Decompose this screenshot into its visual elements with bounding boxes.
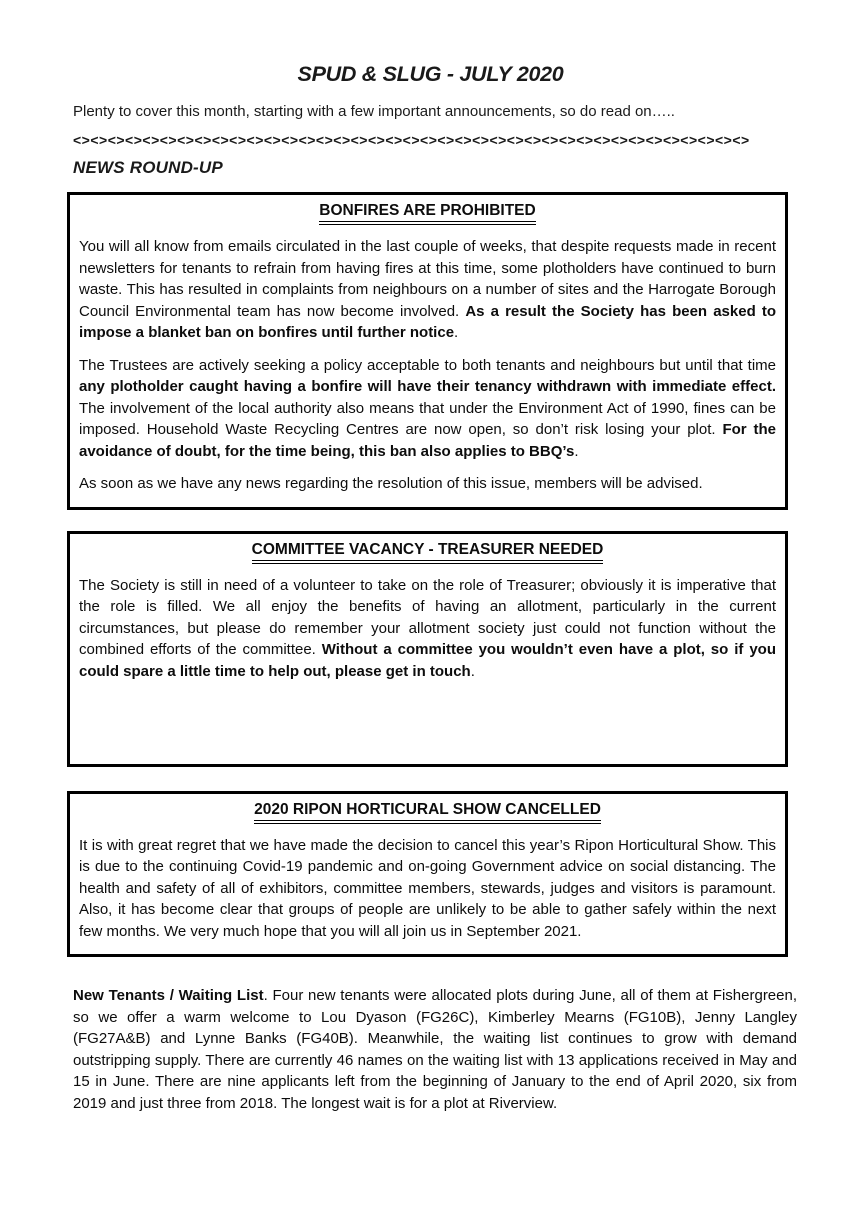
paragraph bbox=[79, 835, 776, 943]
paragraph bbox=[79, 473, 776, 495]
text-run: . Four new tenants were allocated plots during June, all of them at Fishergreen, so we offer a warm welcome to Lou Dyason (FG26C), Kimberley Mearns (FG10B), Jenny Langley (FG27A&B) and Lynne Banks (FG40B). Meanwhile, the waiting list continues to grow with demand outstripping supply. There are currently 46 names on the waiting list with 13 applications received in May and 15 in June. There are nine applicants left from the beginning of January to the end of April 2020, six from 2019 and just three from 2018. The longest wait is for a plot at Riverview. bbox=[73, 987, 798, 1112]
bold-text-run: For the avoidance of doubt, for the time being, this ban also applies to BBQ’s bbox=[79, 421, 776, 460]
article-box-show-cancelled bbox=[67, 791, 788, 958]
text-run: . bbox=[574, 442, 579, 460]
bold-text-run: Without a committee you wouldn’t even have a plot, so if you could spare a little time to help out, please get in touch bbox=[79, 641, 776, 680]
bold-text-run: New Tenants / Waiting List bbox=[73, 987, 264, 1004]
article-box-treasurer-vacancy bbox=[67, 531, 788, 767]
text-run: The Society is still in need of a volunteer to take on the role of Treasurer; obviously it is imperative that the role is filled. We all enjoy the benefits of having an allotment, particularly in the current circumstances, but please do remember your allotment society just could not function without the combined efforts of the committee. bbox=[79, 576, 776, 658]
article-heading-bonfires bbox=[79, 202, 776, 225]
page-title: SPUD & SLUG - JULY 2020 bbox=[297, 62, 564, 86]
text-run: As soon as we have any news regarding the resolution of this issue, members will be advised. bbox=[79, 475, 703, 492]
section-heading-news-round-up: NEWS ROUND-UP bbox=[73, 158, 223, 177]
text-run: You will all know from emails circulated in the last couple of weeks, that despite requests made in recent newsletters for tenants to refrain from having fires at this time, some plotholders have continued to burn waste. This has resulted in complaints from neighbours on a number of sites and the Harrogate Borough Council Environmental team has now become involved. bbox=[79, 238, 776, 320]
article-body-bonfires bbox=[79, 236, 776, 495]
article-heading-treasurer-vacancy bbox=[79, 541, 776, 564]
intro-text: Plenty to cover this month, starting with a few important announcements, so do read on….. bbox=[73, 103, 675, 120]
text-run: . bbox=[454, 324, 459, 341]
paragraph bbox=[79, 575, 776, 683]
paragraph bbox=[79, 355, 776, 463]
text-run: . bbox=[470, 662, 475, 680]
divider-ornament: <><><><><><><><><><><><><><><><><><><><><><><><><><><><><><><><><><><><><><><> bbox=[73, 132, 750, 148]
text-run: It is with great regret that we have made the decision to cancel this year’s Ripon Horticultural Show. This is due to the continuing Covid-19 pandemic and on-going Government advice on social distancing. The health and safety of all of exhibitors, committee members, stewards, judges and visitors is paramount. Also, it has become clear that groups of people are unlikely to be able to gather safely within the next few months. We very much hope that you will all join us in September 2021. bbox=[79, 836, 776, 940]
article-heading-text: COMMITTEE VACANCY - TREASURER NEEDED bbox=[252, 541, 604, 564]
article-box-bonfires bbox=[67, 192, 788, 510]
text-run: The Trustees are actively seeking a policy acceptable to both tenants and neighbours but until that time bbox=[79, 356, 776, 374]
bold-text-run: As a result the Society has been asked to impose a blanket ban on bonfires until further notice bbox=[79, 302, 777, 341]
article-heading-text: BONFIRES ARE PROHIBITED bbox=[319, 202, 535, 225]
article-body-treasurer-vacancy bbox=[79, 575, 776, 683]
bold-text-run: any plotholder caught having a bonfire will have their tenancy withdrawn with immediate effect. bbox=[79, 378, 776, 395]
article-heading-show-cancelled bbox=[79, 801, 776, 824]
paragraph bbox=[79, 236, 776, 344]
closing-paragraph-new-tenants bbox=[73, 985, 797, 1114]
article-heading-text: 2020 RIPON HORTICURAL SHOW CANCELLED bbox=[254, 801, 601, 824]
text-run: The involvement of the local authority also means that under the Environment Act of 1990, fines can be imposed. Household Waste Recycling Centres are now open, so don’t risk losing your plot. bbox=[79, 399, 776, 438]
article-body-show-cancelled bbox=[79, 835, 776, 943]
